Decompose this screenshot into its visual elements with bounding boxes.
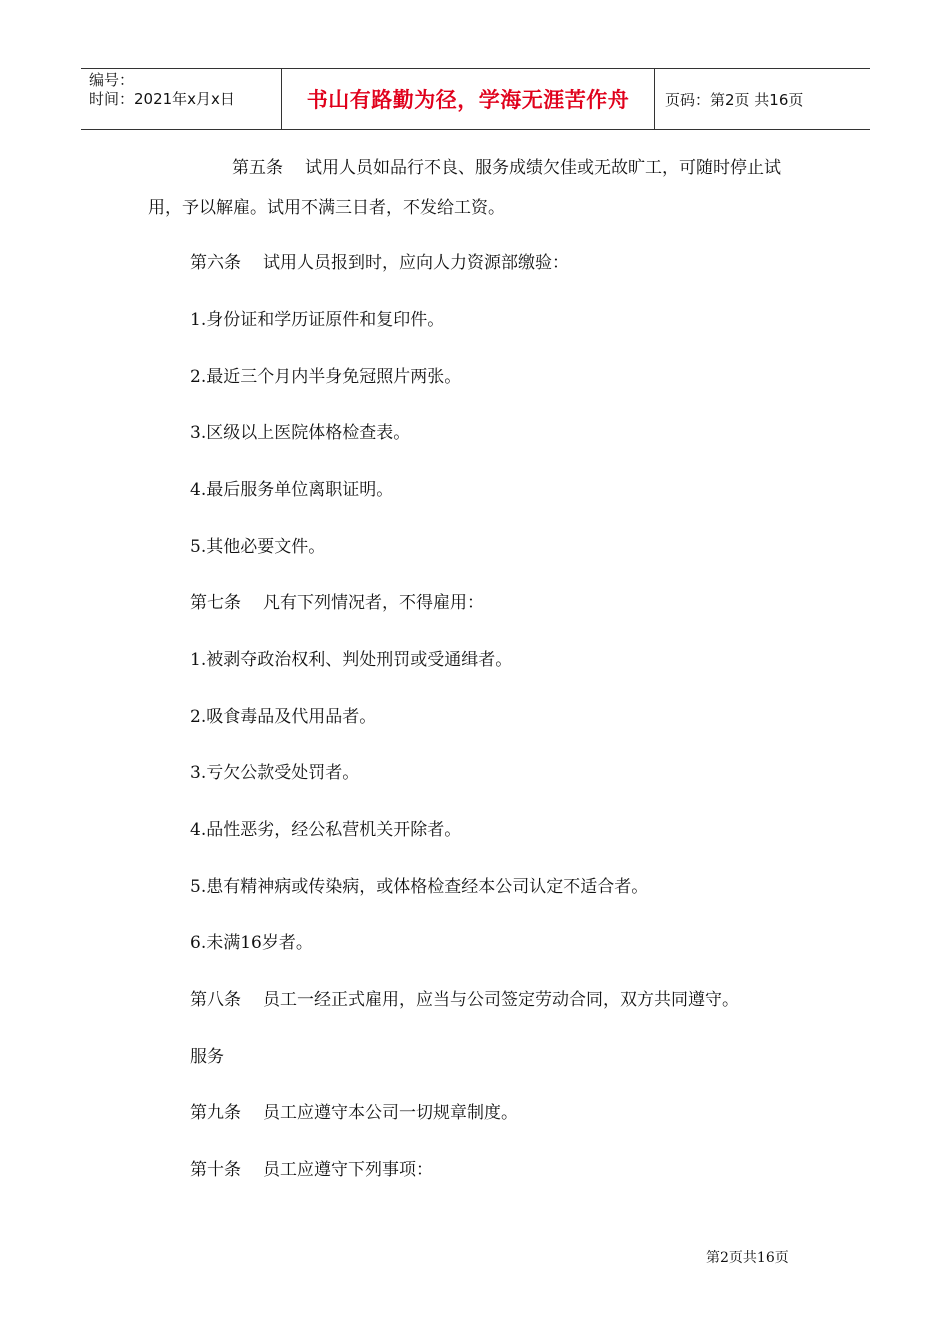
article-6-text: 试用人员报到时，应向人力资源部缴验： — [263, 253, 569, 273]
article-10 — [190, 1160, 433, 1180]
article-7-number: 第七条 — [190, 593, 241, 613]
article-5-text: 试用人员如品行不良、服务成绩欠佳或无故旷工，可随时停止试用，予以解雇。试用不满三日者，不发给工资。 — [148, 158, 781, 218]
list-item: 2.吸食毒品及代用品者。 — [190, 707, 377, 727]
time-label: 时间：2021年x月x日 — [89, 90, 235, 108]
article-5-number: 第五条 — [232, 158, 283, 178]
section-title: 服务 — [190, 1047, 224, 1067]
article-9 — [190, 1103, 518, 1123]
article-9-number: 第九条 — [190, 1103, 241, 1123]
list-item: 3.区级以上医院体格检查表。 — [190, 423, 411, 443]
list-item: 4.最后服务单位离职证明。 — [190, 480, 394, 500]
article-6 — [190, 253, 569, 273]
article-8-number: 第八条 — [190, 990, 241, 1010]
serial-label: 编号： — [89, 71, 135, 89]
list-item: 5.患有精神病或传染病，或体格检查经本公司认定不适合者。 — [190, 877, 649, 897]
article-7 — [190, 593, 484, 613]
article-10-text: 员工应遵守下列事项： — [263, 1160, 433, 1180]
list-item: 3.亏欠公款受处罚者。 — [190, 763, 360, 783]
list-item: 4.品性恶劣，经公私营机关开除者。 — [190, 820, 462, 840]
header-motto: 书山有路勤为径，学海无涯苦作舟 — [281, 69, 655, 129]
header-meta — [81, 69, 281, 129]
article-7-text: 凡有下列情况者，不得雇用： — [263, 593, 484, 613]
article-9-text: 员工应遵守本公司一切规章制度。 — [263, 1103, 518, 1123]
page-footer: 第2页共16页 — [706, 1250, 789, 1266]
list-item: 5.其他必要文件。 — [190, 537, 326, 557]
list-item: 6.未满16岁者。 — [190, 933, 313, 953]
article-6-number: 第六条 — [190, 253, 241, 273]
list-item: 1.身份证和学历证原件和复印件。 — [190, 310, 445, 330]
header-page-info: 页码：第2页 共16页 — [665, 90, 804, 109]
article-10-number: 第十条 — [190, 1160, 241, 1180]
list-item: 2.最近三个月内半身免冠照片两张。 — [190, 367, 462, 387]
article-5 — [148, 148, 808, 228]
article-8 — [190, 990, 739, 1010]
list-item: 1.被剥夺政治权利、判处刑罚或受通缉者。 — [190, 650, 513, 670]
article-8-text: 员工一经正式雇用，应当与公司签定劳动合同，双方共同遵守。 — [263, 990, 739, 1010]
page-header — [81, 68, 870, 130]
